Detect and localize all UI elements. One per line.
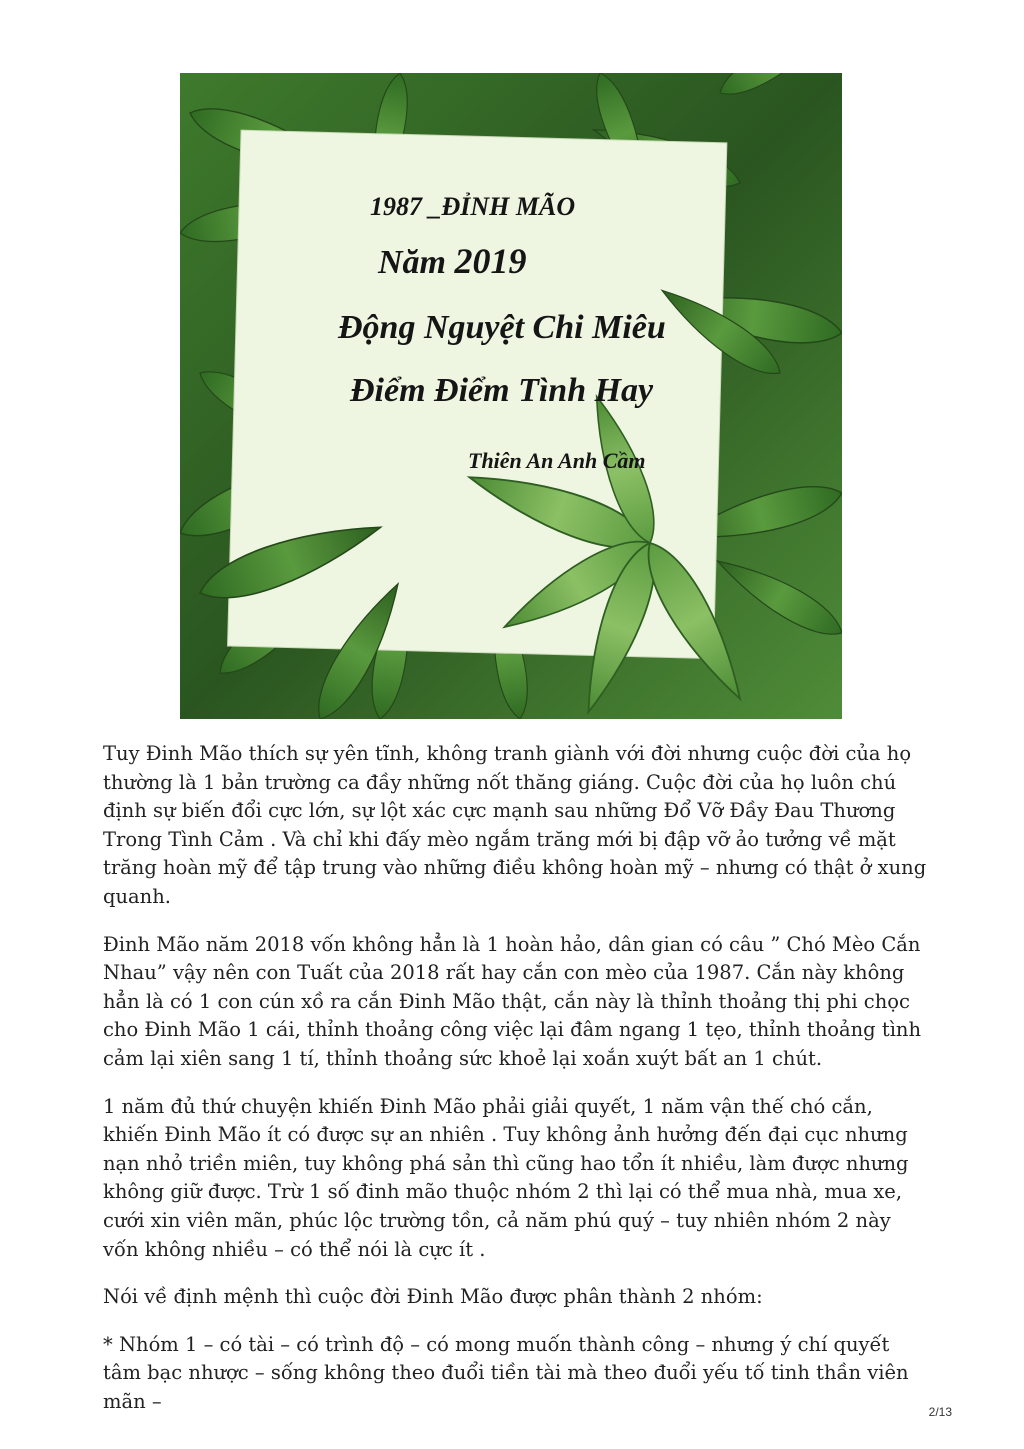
- article-body: [103, 740, 931, 1435]
- paragraph-1: Tuy Đinh Mão thích sự yên tĩnh, không tranh giành với đời nhưng cuộc đời của họ thường là 1 bản trường ca đầy những nốt thăng giáng. Cuộc đời của họ luôn chú định sự biến đổi cực lớn, sự lột xác cực mạnh sau những Đổ Vỡ Đầy Đau Thương Trong Tình Cảm . Và chỉ khi đấy mèo ngắm trăng mới bị đập vỡ ảo tưởng về mặt trăng hoàn mỹ để tập trung vào những điều không hoàn mỹ – nhưng có thật ở xung quanh.: [103, 742, 927, 908]
- note-line-4: Điểm Điểm Tình Hay: [350, 372, 654, 409]
- page-number: 2/13: [928, 1405, 952, 1419]
- photo-illustration: [180, 73, 842, 719]
- paragraph-3: 1 năm đủ thứ chuyện khiến Đinh Mão phải giải quyết, 1 năm vận thế chó cắn, khiến Đinh Mão ít có được sự an nhiên . Tuy không ảnh hưởng đến đại cục nhưng nạn nhỏ triền miên, tuy không phá sản thì cũng hao tổn ít nhiều, làm được nhưng không giữ được. Trừ 1 số đinh mão thuộc nhóm 2 thì lại có thể mua nhà, mua xe, cưới xin viên mãn, phúc lộc trường tồn, cả năm phú quý – tuy nhiên nhóm 2 này vốn không nhiều – có thể nói là cực ít .: [103, 1094, 909, 1261]
- note-line-2-prefix: Năm: [378, 244, 455, 281]
- note-line-2: [377, 241, 527, 281]
- paragraph-5: * Nhóm 1 – có tài – có trình độ – có mong muốn thành công – nhưng ý chí quyết tâm bạc nhược – sống không theo đuổi tiền tài mà theo đuổi yếu tố tinh thần viên mãn –: [103, 1332, 909, 1413]
- note-line-3: Động Nguyệt Chi Miêu: [338, 309, 666, 346]
- paragraph-4: Nói về định mệnh thì cuộc đời Đinh Mão được phân thành 2 nhóm:: [103, 1285, 763, 1309]
- note-line-1: 1987 _ĐỈNH MÃO: [370, 192, 576, 221]
- note-line-2-year: 2019: [454, 241, 527, 281]
- paragraph-2: Đinh Mão năm 2018 vốn không hẳn là 1 hoàn hảo, dân gian có câu ” Chó Mèo Cắn Nhau” vậy nên con Tuất của 2018 rất hay cắn con mèo của 1987. Cắn này không hẳn là có 1 con cún xồ ra cắn Đinh Mão thật, cắn này là thỉnh thoảng thị phi chọc cho Đinh Mão 1 cái, thỉnh thoảng công việc lại đâm ngang 1 tẹo, thỉnh thoảng tình cảm lại xiên sang 1 tí, thỉnh thoảng sức khoẻ lại xoắn xuýt bất an 1 chút.: [103, 932, 922, 1070]
- leaf-card-photo: [180, 73, 842, 719]
- note-signature: Thiên An Anh Cầm: [468, 448, 646, 473]
